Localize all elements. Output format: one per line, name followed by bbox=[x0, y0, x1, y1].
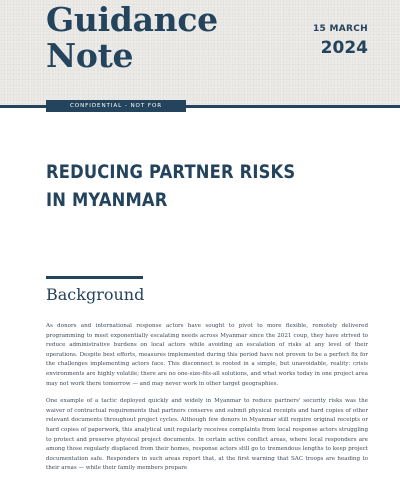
document-type-line1: Guidance bbox=[46, 0, 218, 39]
section-heading-background: Background bbox=[46, 285, 145, 304]
publication-date-year: 2024 bbox=[320, 38, 368, 58]
section-divider bbox=[46, 276, 143, 279]
classification-label: CONFIDENTIAL - NOT FOR DISTRIBUTION bbox=[46, 100, 186, 112]
page-title bbox=[46, 158, 321, 214]
page-title-line2: IN MYANMAR bbox=[46, 189, 168, 211]
body-paragraph-2: One example of a tactic deployed quickly and widely in Myanmar to reduce partners' security risks was the waiver of contractual requirements that partners conserve and submit physical receipts and hard copies of other relevant documents throughout project cycles. Although few donors in Myanmar still require original receipts or hard copies of paperwork, this analytical unit regularly receives complaints from local response actors struggling to protect and preserve physical project documents. In certain active conflict areas, where local responders are among those regularly displaced from their homes, response actors still go to tremendous lengths to keep project documentation safe. Responders in such areas report that, at the first warning that SAC troops are heading to their areas — while their family members prepare bbox=[46, 398, 368, 472]
document-type-heading bbox=[46, 2, 218, 74]
body-paragraph-1: As donors and international response actors have sought to pivot to more flexible, remotely delivered programming to meet exponentially escalating needs across Myanmar since the 2021 coup, they have strived to reduce administrative burdens on local actors while avoiding an escalation of risks at any level of their operations. Despite best efforts, measures implemented during this period have not proven to be a perfect fix for the challenges implementing actors face. This disconnect is rooted in a simple, but unavoidable, reality: crisis environments are highly volatile; there are no one-size-fits-all solutions, and what works today in one project area may not work there tomorrow — and may never work in other target geographies. bbox=[46, 323, 368, 387]
document-type-line2: Note bbox=[46, 36, 134, 75]
publication-date-day: 15 MARCH bbox=[312, 24, 368, 34]
body-text bbox=[46, 322, 368, 482]
page-title-line1: REDUCING PARTNER RISKS bbox=[46, 161, 296, 183]
